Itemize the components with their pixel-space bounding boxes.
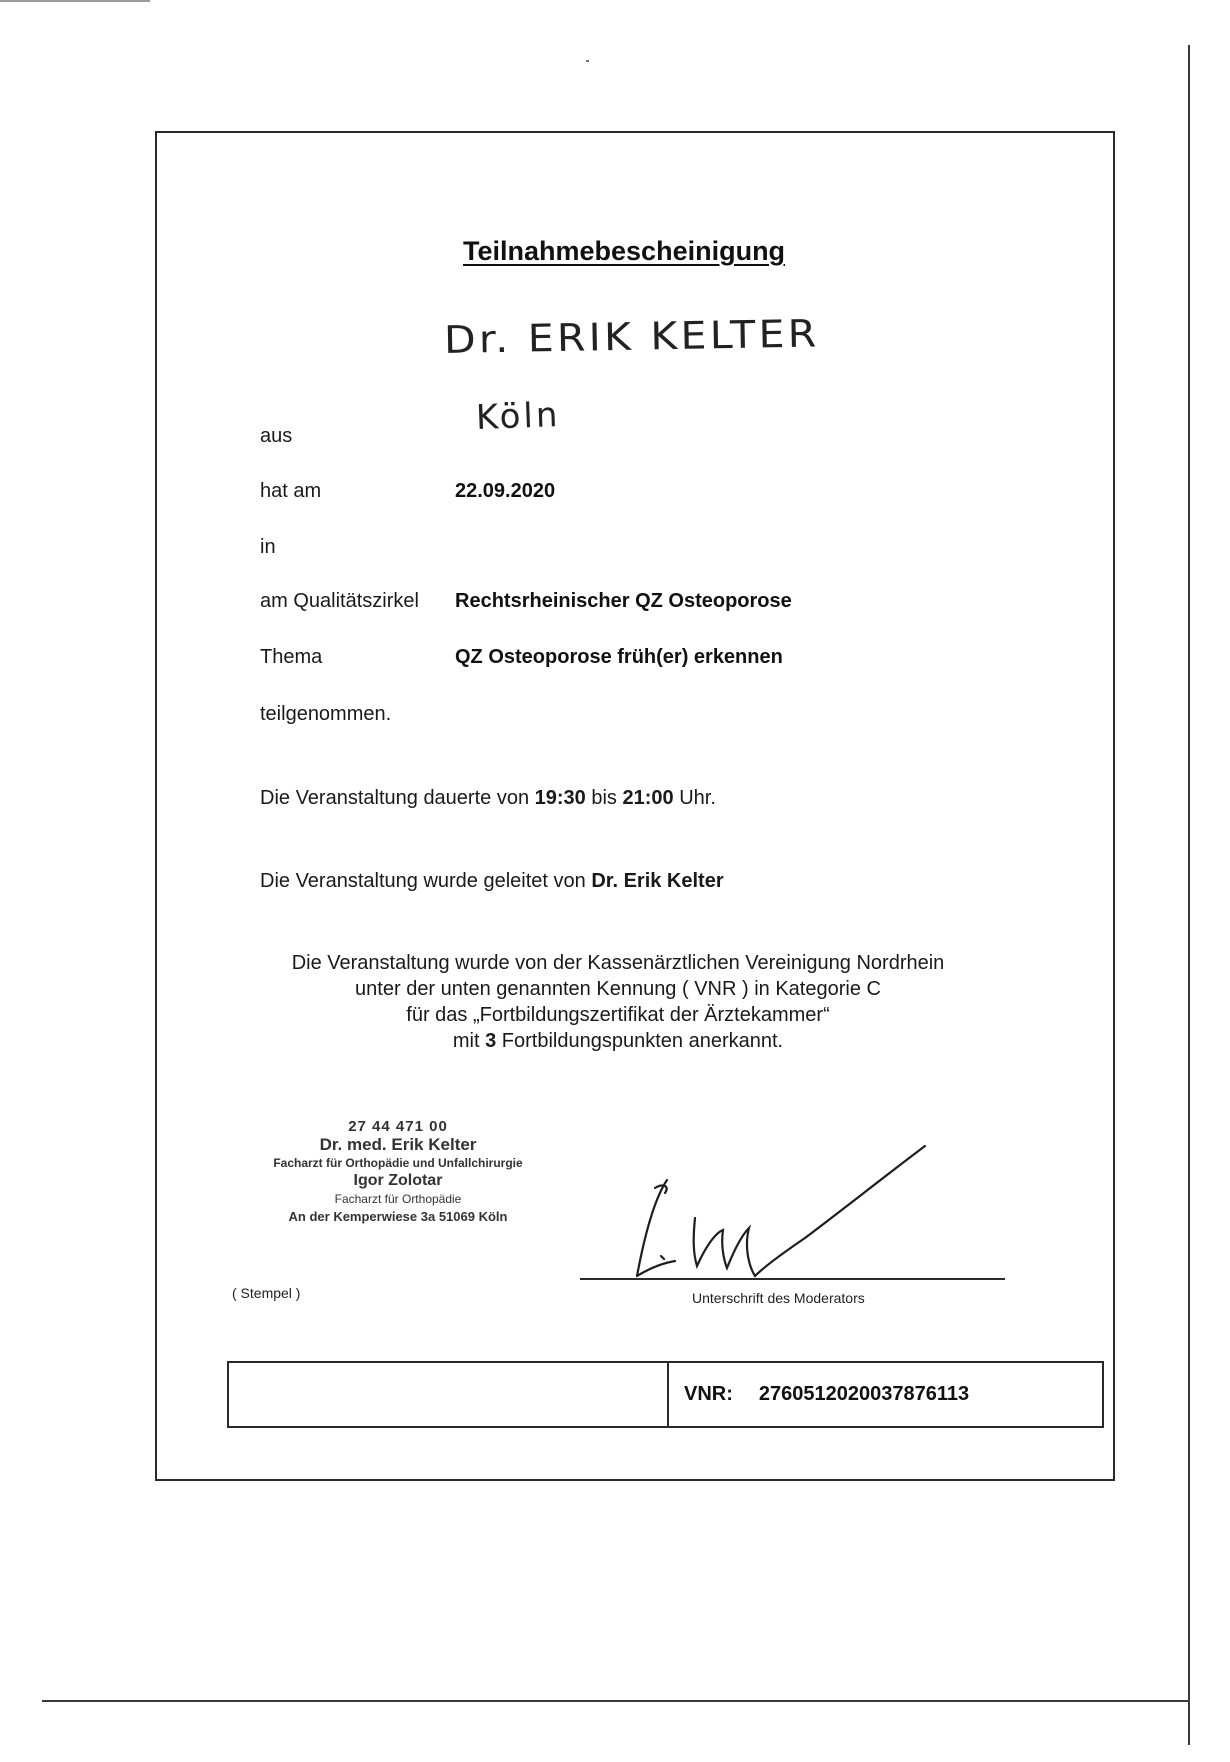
stamp-doctor-2: Igor Zolotar: [353, 1172, 443, 1189]
practice-stamp: [228, 1118, 568, 1226]
accreditation-line-1: Die Veranstaltung wurde von der Kassenärztlichen Vereinigung Nordrhein: [291, 952, 945, 974]
vnr-box: [227, 1361, 1104, 1428]
scan-edge-bottom: [42, 1700, 1190, 1702]
stamp-doctor-1: Dr. med. Erik Kelter: [319, 1135, 477, 1154]
accreditation-points-suffix: Fortbildungspunkten anerkannt.: [496, 1030, 784, 1052]
signature-caption: Unterschrift des Moderators: [692, 1290, 865, 1306]
date-value: 22.09.2020: [455, 480, 556, 502]
circle-value: Rechtsrheinischer QZ Osteoporose: [455, 590, 792, 612]
moderator-sentence: [260, 870, 724, 893]
accreditation-line-3: für das „Fortbildungszertifikat der Ärztekammer“: [406, 1004, 830, 1026]
circle-label: am Qualitätszirkel: [260, 590, 419, 612]
duration-suffix: Uhr.: [673, 787, 716, 809]
accreditation-line-4: [238, 1028, 998, 1054]
stamp-doctor-1-title: Facharzt für Orthopädie und Unfallchirurgie: [273, 1156, 523, 1170]
in-label: in: [260, 536, 276, 558]
scan-speck: [586, 60, 589, 62]
vnr-cell: [669, 1363, 1102, 1426]
accreditation-line-2: unter der unten genannten Kennung ( VNR ) in Kategorie C: [355, 978, 881, 1000]
moderator-prefix: Die Veranstaltung wurde geleitet von: [260, 870, 592, 892]
aus-label: aus: [260, 425, 293, 447]
vnr-value: 2760512020037876113: [758, 1383, 970, 1405]
date-label: hat am: [260, 480, 322, 502]
duration-start: 19:30: [534, 787, 586, 809]
accreditation-points-prefix: mit: [452, 1030, 486, 1052]
scan-edge-top: [0, 0, 150, 2]
participated-text: teilgenommen.: [260, 703, 392, 725]
topic-value: QZ Osteoporose früh(er) erkennen: [455, 646, 783, 668]
signature-line: [580, 1278, 1005, 1280]
accreditation-points: 3: [485, 1030, 497, 1052]
moderator-signature: [615, 1128, 975, 1288]
stamp-caption: ( Stempel ): [232, 1285, 301, 1301]
vnr-label: VNR:: [684, 1383, 733, 1405]
duration-prefix: Die Veranstaltung dauerte von: [260, 787, 535, 809]
topic-label: Thema: [260, 646, 323, 668]
stamp-number: 27 44 471 00: [348, 1118, 448, 1135]
duration-mid: bis: [585, 787, 623, 809]
handwritten-participant-name: Dr. ERIK KELTER: [443, 311, 820, 362]
stamp-address: An der Kemperwiese 3a 51069 Köln: [288, 1209, 508, 1224]
scan-edge-right: [1188, 45, 1190, 1745]
stamp-doctor-2-title: Facharzt für Orthopädie: [334, 1192, 462, 1206]
accreditation-text: [238, 950, 998, 1054]
moderator-name: Dr. Erik Kelter: [591, 870, 724, 892]
duration-sentence: [260, 787, 716, 810]
duration-end: 21:00: [622, 787, 674, 809]
vnr-empty-cell: [229, 1363, 669, 1426]
page-title: Teilnahmebescheinigung: [463, 236, 786, 266]
handwritten-participant-city: Köln: [475, 395, 562, 438]
